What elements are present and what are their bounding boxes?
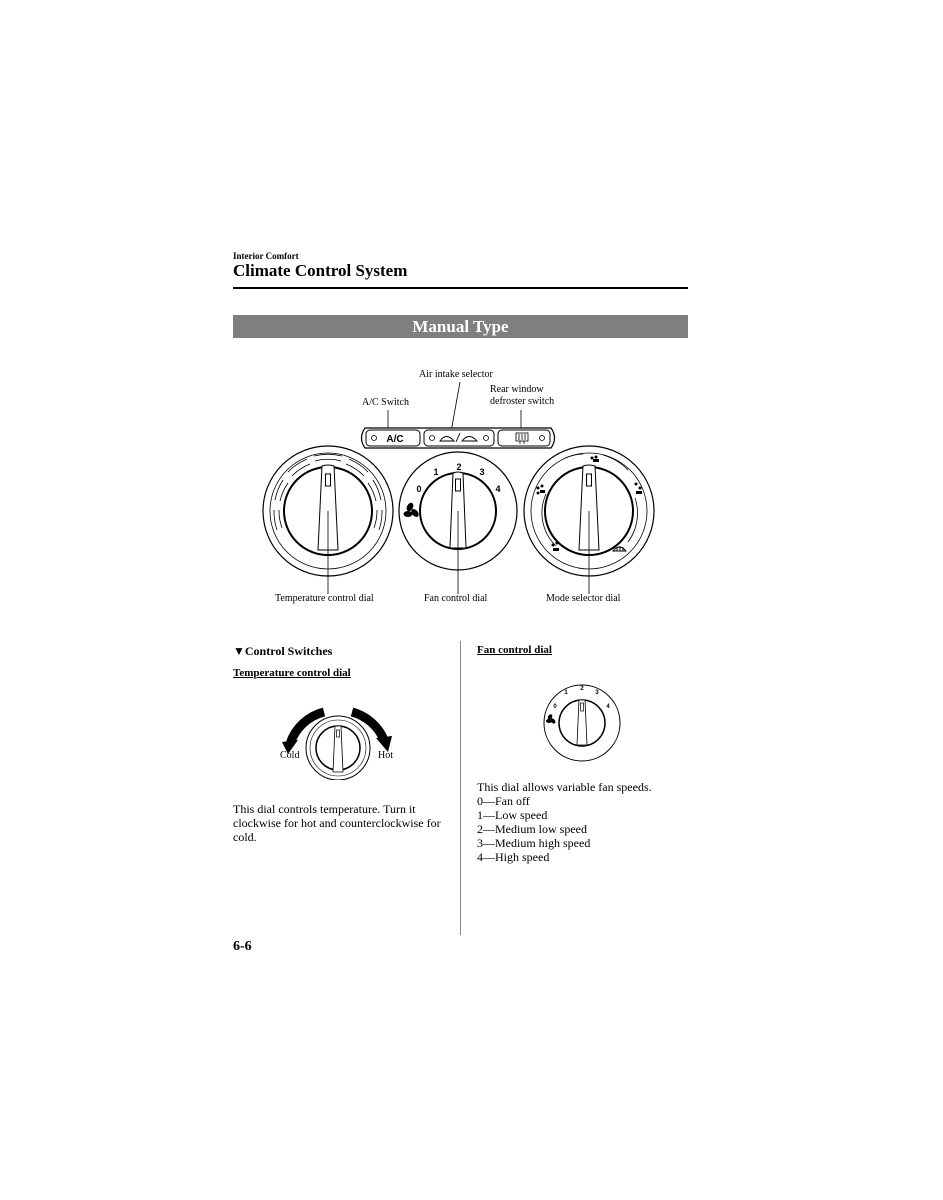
climate-panel-diagram	[233, 360, 688, 610]
collapse-triangle-icon: ▼	[233, 644, 245, 658]
callout-defroster-switch: defroster switch	[490, 396, 555, 407]
cold-label: Cold	[280, 750, 300, 761]
recirc-indicator-icon	[484, 436, 489, 441]
temperature-description: This dial controls temperature. Turn it clockwise for hot and counterclockwise for cold.	[233, 802, 441, 844]
fan-speed-item: 4—High speed	[477, 850, 550, 864]
fan-position-0: 0	[416, 484, 422, 494]
fan-intro: This dial allows variable fan speeds.	[477, 780, 652, 794]
fan-speed-item: 3—Medium high speed	[477, 836, 591, 850]
fan-position-1: 1	[433, 467, 439, 477]
fan-speed-list	[477, 794, 677, 864]
callout-mode-dial: Mode selector dial	[546, 593, 621, 604]
fan-position-3: 3	[479, 467, 485, 477]
small-fan-position-0: 0	[553, 704, 557, 710]
fan-speed-item: 1—Low speed	[477, 808, 548, 822]
mode-selector-dial	[524, 446, 654, 594]
fan-description	[477, 780, 677, 864]
fresh-air-indicator-icon	[430, 436, 435, 441]
ac-button-label: A/C	[386, 434, 404, 445]
small-fan-position-2: 2	[580, 686, 584, 692]
control-switches-heading-text: Control Switches	[244, 644, 333, 658]
fan-speed-item: 0—Fan off	[477, 794, 530, 808]
page-title: Climate Control System	[233, 261, 408, 280]
temperature-dial	[263, 446, 393, 594]
callout-temperature-dial: Temperature control dial	[275, 593, 374, 604]
defroster-indicator-icon	[540, 436, 545, 441]
hot-label: Hot	[378, 750, 393, 761]
fan-dial-heading: Fan control dial	[477, 644, 552, 656]
fan-position-2: 2	[456, 462, 462, 472]
climate-panel-illustration	[233, 360, 688, 610]
callout-fan-dial: Fan control dial	[424, 593, 488, 604]
callout-air-intake-selector: Air intake selector	[419, 369, 493, 380]
section-banner: Manual Type	[233, 315, 688, 338]
temperature-dial-heading: Temperature control dial	[233, 667, 351, 679]
control-switches-heading	[233, 644, 332, 659]
page-number: 6-6	[233, 939, 252, 954]
section-label: Interior Comfort	[233, 251, 299, 261]
small-fan-position-1: 1	[564, 690, 568, 696]
title-rule	[233, 287, 688, 289]
temperature-dial-small-illustration	[276, 700, 401, 780]
fan-speed-item: 2—Medium low speed	[477, 822, 587, 836]
small-fan-position-4: 4	[606, 704, 610, 710]
fan-dial-small-illustration	[540, 683, 624, 763]
callout-rear-window: Rear window	[490, 384, 544, 395]
fan-dial	[399, 452, 517, 594]
ac-indicator-icon	[372, 436, 377, 441]
fan-position-4: 4	[495, 484, 501, 494]
column-divider	[460, 641, 461, 935]
callout-line-air-intake	[451, 382, 460, 432]
callout-ac-switch: A/C Switch	[362, 397, 409, 408]
small-fan-position-3: 3	[595, 690, 599, 696]
